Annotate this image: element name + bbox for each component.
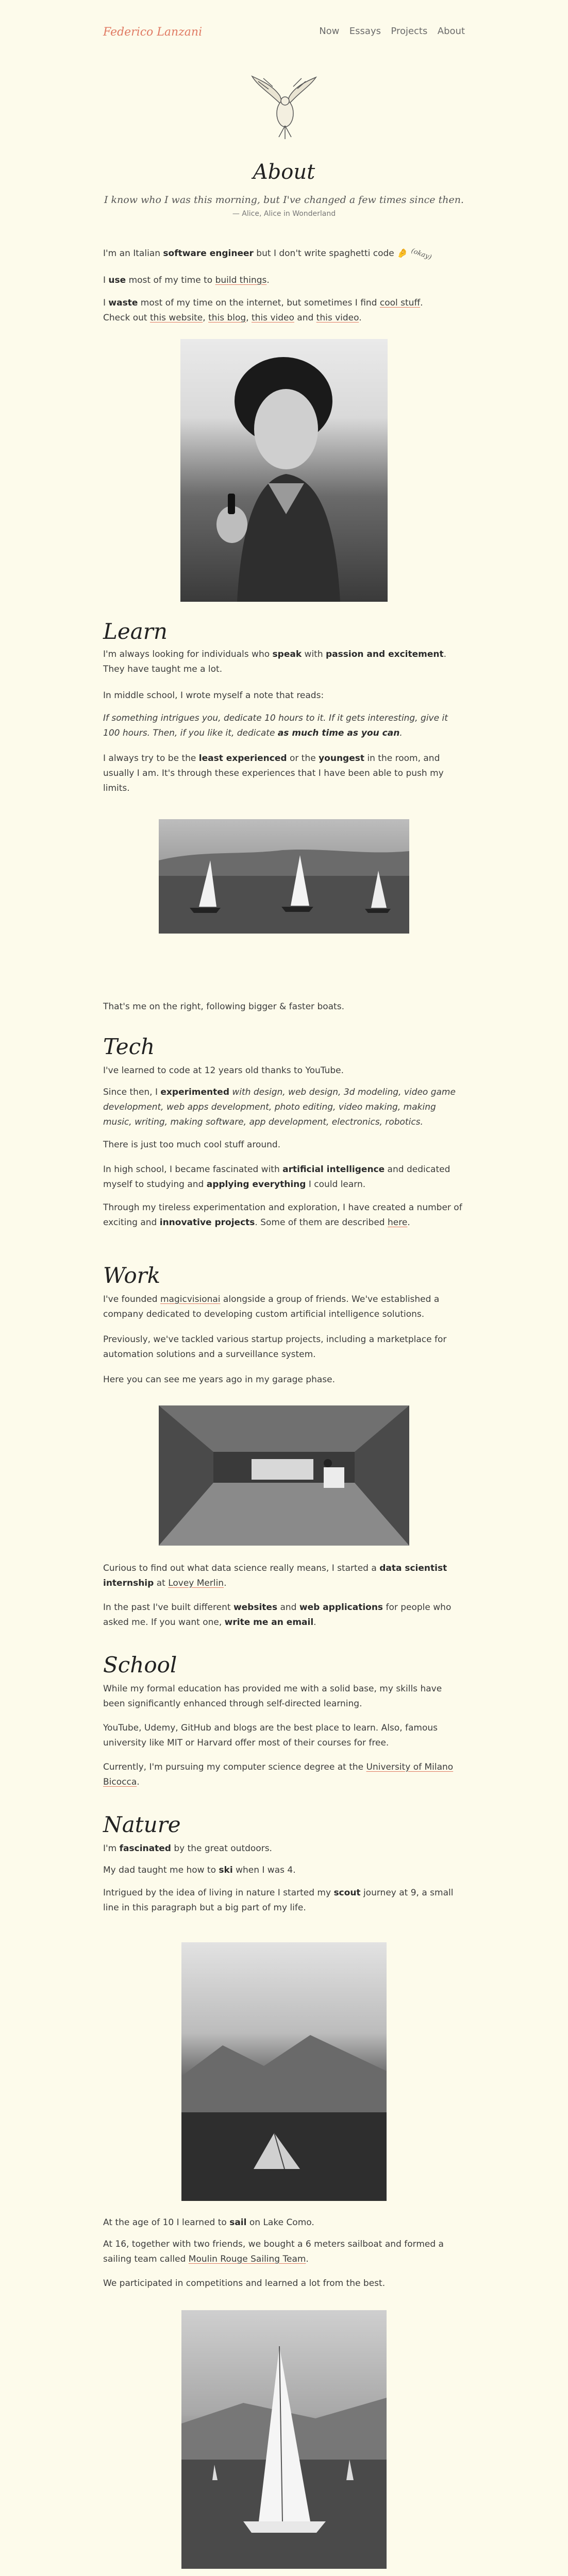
learn-paragraph-2: In middle school, I wrote myself a note that reads: — [103, 690, 324, 701]
nav-about[interactable]: About — [437, 26, 465, 37]
bird-illustration-icon — [248, 71, 320, 143]
this-video-link-2[interactable]: this video — [316, 313, 359, 323]
nav-now[interactable]: Now — [319, 26, 340, 37]
sailing-photo-caption: That's me on the right, following bigger & faster boats. — [103, 1002, 344, 1012]
this-website-link[interactable]: this website — [149, 313, 203, 323]
mountain-tent-photo — [181, 1942, 387, 2201]
school-paragraph-3: Currently, I'm pursuing my computer science degree at the University of Milano Bicocca. — [103, 1762, 454, 1787]
work-paragraph-2: Previously, we've tackled various startup projects, including a marketplace for automation solutions and a surveillance system. — [103, 1334, 447, 1360]
projects-here-link[interactable]: here — [388, 1217, 408, 1228]
main-nav — [312, 24, 465, 40]
section-title-work: Work — [103, 1263, 161, 1288]
section-title-nature: Nature — [103, 1812, 181, 1837]
nav-projects[interactable]: Projects — [391, 26, 428, 37]
intro-paragraph-3: I waste most of my time on the internet, but sometimes I find cool stuff. Check out this website, this blog, this video and this video. — [103, 298, 423, 323]
nature-paragraph-6: We participated in competitions and learned a lot from the best. — [103, 2278, 386, 2289]
site-header — [103, 23, 465, 43]
work-paragraph-4: Curious to find out what data science really means, I started a data scientist internship at Lovey Merlin. — [103, 1563, 447, 1588]
section-title-tech: Tech — [103, 1034, 155, 1059]
section-title-learn: Learn — [103, 619, 168, 644]
lovey-merlin-link[interactable]: Lovey Merlin — [168, 1578, 224, 1588]
tech-paragraph-4: In high school, I became fascinated with artificial intelligence and dedicated myself to studying and applying everything I could learn. — [103, 1164, 450, 1190]
school-paragraph-1: While my formal education has provided me with a solid base, my skills have been significantly enhanced through self-directed learning. — [103, 1684, 442, 1709]
nav-essays[interactable]: Essays — [349, 26, 381, 37]
learn-note: If something intrigues you, dedicate 10 hours to it. If it gets interesting, give it 100 hours. Then, if you like it, dedicate as much time as you can. — [103, 713, 448, 738]
nature-paragraph-3: Intrigued by the idea of living in nature I started my scout journey at 9, a small line in this paragraph but a big part of my life. — [103, 1888, 454, 1913]
tech-paragraph-5: Through my tireless experimentation and exploration, I have created a number of exciting and innovative projects. Some of them are described here. — [103, 1202, 462, 1228]
learn-paragraph-4: I always try to be the least experienced or the youngest in the room, and usually I am. It's through these experiences that I have been able to push my limits. — [103, 753, 444, 793]
quote-text: I know who I was this morning, but I've changed a few times since then. — [104, 194, 464, 206]
cool-stuff-link[interactable]: cool stuff — [379, 298, 421, 308]
nature-paragraph-5: At 16, together with two friends, we bought a 6 meters sailboat and formed a sailing team called Moulin Rouge Sailing Team. — [103, 2239, 444, 2264]
learn-paragraph-1: I'm always looking for individuals who speak with passion and excitement. They have taught me a lot. — [103, 649, 447, 674]
nature-paragraph-4: At the age of 10 I learned to sail on Lake Como. — [103, 2217, 314, 2228]
intro-paragraph-1: I'm an Italian software engineer but I don't write spaghetti code 🤌 (okay) — [103, 246, 465, 262]
work-paragraph-5: In the past I've built different websites and web applications for people who asked me. If you want one, write me an email. — [103, 1602, 452, 1628]
build-things-link[interactable]: build things — [215, 275, 267, 285]
page-title: About — [253, 160, 315, 184]
nature-paragraph-1: I'm fascinated by the great outdoors. — [103, 1843, 272, 1854]
portrait-photo — [180, 339, 388, 602]
school-paragraph-2: YouTube, Udemy, GitHub and blogs are the best place to learn. Also, famous university like MIT or Harvard offer most of their courses for free. — [103, 1723, 438, 1748]
magicvisionai-link[interactable]: magicvisionai — [160, 1294, 221, 1304]
sailing-race-photo — [159, 819, 409, 934]
pinched-fingers-emoji: 🤌 — [397, 248, 408, 259]
garage-photo — [159, 1405, 409, 1546]
brand-logo[interactable]: Federico Lanzani — [103, 26, 203, 39]
tech-paragraph-2: Since then, I experimented with design, web design, 3d modeling, video game development, web apps development, photo editing, video making, making music, writing, making software, app development, electronics, robotics. — [103, 1087, 456, 1127]
handwritten-note: (okay) — [410, 247, 433, 262]
nature-paragraph-2: My dad taught me how to ski when I was 4. — [103, 1865, 296, 1875]
quote-source: — Alice, Alice in Wonderland — [232, 210, 336, 218]
university-link[interactable]: University of Milano Bicocca — [103, 1762, 454, 1787]
sailboat-photo — [181, 2310, 387, 2569]
tech-paragraph-1: I've learned to code at 12 years old thanks to YouTube. — [103, 1065, 344, 1076]
this-video-link-1[interactable]: this video — [252, 313, 294, 323]
work-paragraph-3: Here you can see me years ago in my garage phase. — [103, 1375, 336, 1385]
section-title-school: School — [103, 1652, 177, 1677]
work-paragraph-1: I've founded magicvisionai alongside a group of friends. We've established a company dedicated to developing custom artificial intelligence solutions. — [103, 1294, 440, 1319]
tech-paragraph-3: There is just too much cool stuff around. — [103, 1140, 281, 1150]
intro-paragraph-2: I use most of my time to build things. — [103, 275, 270, 285]
sailing-team-link[interactable]: Moulin Rouge Sailing Team — [188, 2254, 306, 2264]
this-blog-link[interactable]: this blog — [208, 313, 246, 323]
